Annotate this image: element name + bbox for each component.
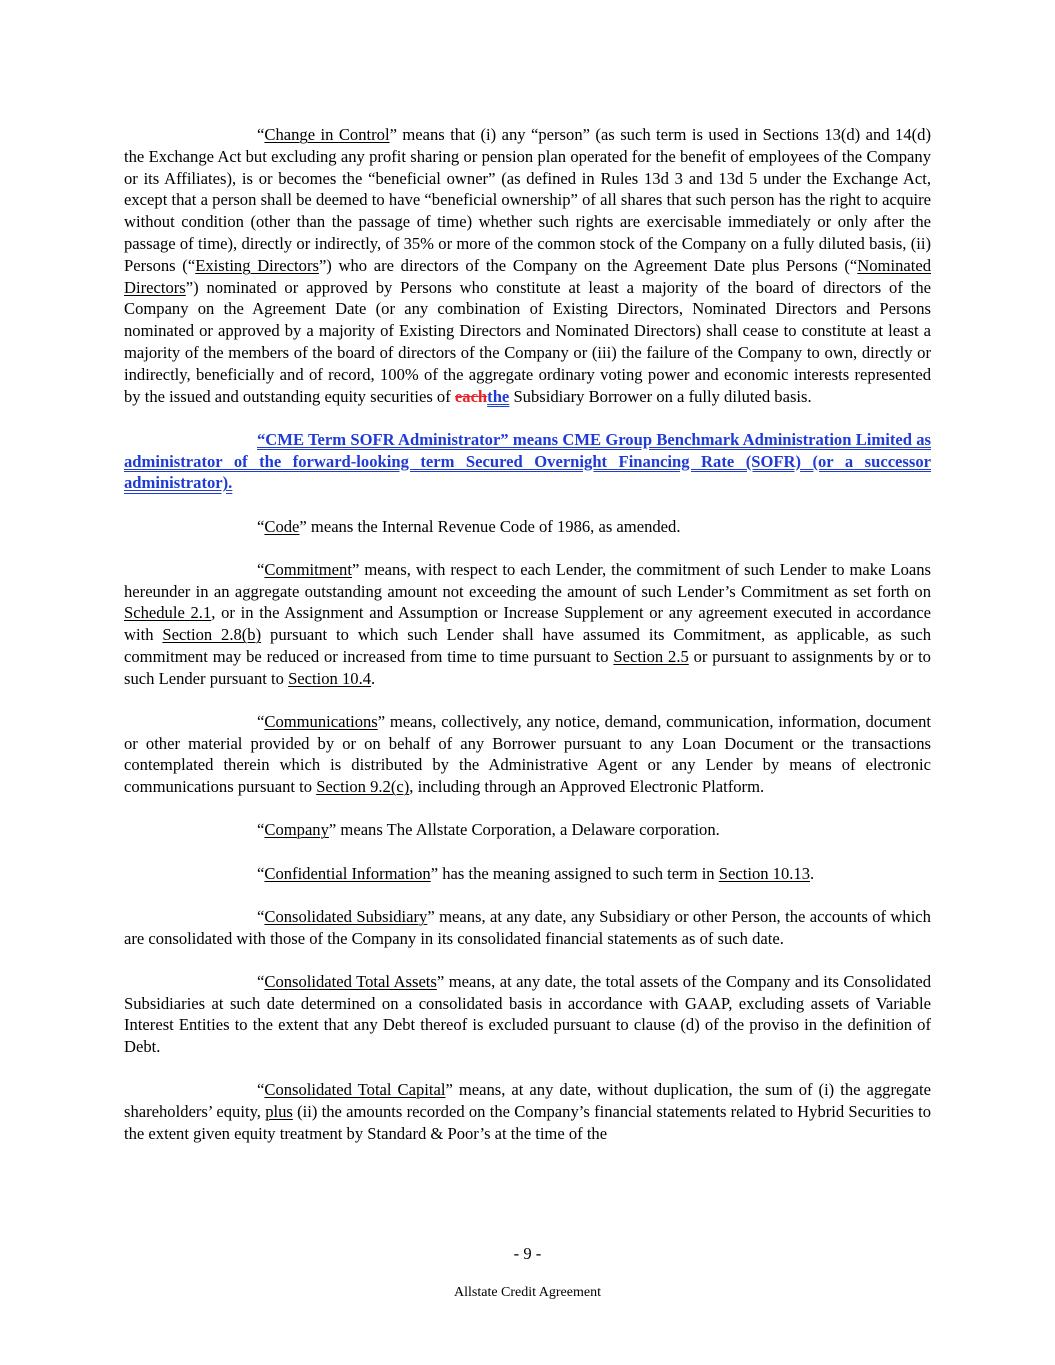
definition-text: . (810, 863, 815, 883)
cross-reference: Section 2.5 (613, 646, 689, 666)
definition-text: , including through an Approved Electronic Platform. (409, 777, 765, 797)
cross-reference: Schedule 2.1 (124, 603, 212, 623)
definition-consolidated-total-capital (124, 1079, 931, 1144)
quote-open: “ (257, 863, 265, 883)
definition-text: ” means, at any date, any Subsidiary or other Person, the accounts of which are consolidated with those of the Company in its consolidated financial statements as of such date. (124, 906, 931, 948)
definition-text: Subsidiary Borrower on a fully diluted basis. (509, 386, 812, 406)
definition-text: pursuant to which such Lender shall have assumed its Commitment, as applicable, as such commitment may be reduced or increased from time to time pursuant to (124, 625, 932, 666)
definition-code (124, 516, 931, 538)
quote-open: “ (257, 1080, 265, 1100)
defined-term: Company (264, 820, 329, 840)
definition-text: ” has the meaning assigned to such term in (430, 863, 719, 883)
definition-text: . (371, 668, 376, 688)
definition-communications (124, 711, 931, 798)
emphasized-word: plus (265, 1102, 293, 1122)
defined-term: Nominated Directors (124, 255, 931, 297)
page-number: - 9 - (513, 1244, 542, 1263)
defined-term: Change in Control (264, 125, 390, 144)
cross-reference: Section 2.8(b) (162, 625, 262, 645)
quote-open: “ (257, 711, 265, 731)
definition-text: ” means, at any date, without duplication, the sum of (i) the aggregate shareholders’ equity, (124, 1080, 931, 1122)
definition-consolidated-total-assets (124, 971, 931, 1058)
defined-term: Confidential Information (264, 863, 431, 883)
definition-text: (ii) the amounts recorded on the Company’s financial statements related to Hybrid Securities to the extent given equity treatment by Standard & Poor’s at the time of the (124, 1102, 931, 1143)
cross-reference: Section 10.4 (288, 668, 372, 688)
defined-term: Communications (264, 711, 378, 731)
definition-consolidated-subsidiary (124, 906, 931, 950)
defined-term: Existing Directors (195, 255, 319, 275)
definition-cme-term-sofr-administrator (124, 429, 931, 494)
definition-text: or pursuant to assignments by or to such Lender pursuant to (124, 646, 931, 688)
quote-open: “ (257, 125, 265, 144)
defined-term: Code (264, 516, 300, 536)
cross-reference: Section 9.2(c) (316, 777, 410, 797)
cross-reference: Section 10.13 (718, 863, 811, 883)
definition-confidential-information (124, 863, 931, 885)
definition-text: ” means the Internal Revenue Code of 1986, as amended. (299, 516, 681, 536)
defined-term: Consolidated Subsidiary (264, 906, 428, 926)
defined-term: Consolidated Total Assets (264, 971, 437, 991)
quote-open: “ (257, 820, 265, 840)
inserted-definition-text: “CME Term SOFR Administrator” means CME Group Benchmark Administration Limited as administrator of the forward-looking term Secured Overnight Financing Rate (SOFR) (or a successor administrator). (124, 429, 931, 493)
quote-open: “ (257, 971, 265, 991)
definition-commitment (124, 559, 931, 690)
definition-text: ”) nominated or approved by Persons who constitute at least a majority of the board of directors of the Company on the Agreement Date (or any combination of Existing Directors, Nominated Directors and Persons nominated or approved by a majority of Existing Directors and Nominated Directors) shall cease to constitute at least a majority of the members of the board of directors of the Company or (iii) the failure of the Company to own, directly or indirectly, beneficially and of record, 100% of the aggregate ordinary voting power and economic interests represented by the issued and outstanding equity securities of (124, 277, 931, 406)
quote-open: “ (257, 559, 265, 579)
document-page (124, 124, 931, 1145)
defined-term: Consolidated Total Capital (264, 1080, 446, 1100)
defined-term: Commitment (264, 559, 352, 579)
definition-text: ” means The Allstate Corporation, a Delaware corporation. (328, 820, 720, 840)
definition-company (124, 819, 931, 841)
quote-open: “ (257, 516, 265, 536)
definition-change-in-control (124, 124, 931, 407)
definition-text: ”) who are directors of the Company on the Agreement Date plus Persons (“ (318, 255, 858, 275)
definition-text: ” means, collectively, any notice, demand, communication, information, document or other material provided by or on behalf of any Borrower pursuant to any Loan Document or the transactions contemplated therein which is distributed by the Administrative Agent or any Lender by means of electronic communications pursuant to (124, 711, 931, 797)
definition-text: ” means, at any date, the total assets of the Company and its Consolidated Subsidiaries at such date determined on a consolidated basis in accordance with GAAP, excluding assets of Variable Interest Entities to the extent that any Debt thereof is excluded pursuant to clause (d) of the proviso in the definition of Debt. (124, 971, 931, 1057)
definition-text: ” means that (i) any “person” (as such term is used in Sections 13(d) and 14(d) the Exchange Act but excluding any profit sharing or pension plan operated for the benefit of employees of the Company or its Affiliates), is or becomes the “beneficial owner” (as defined in Rules 13d 3 and 13d 5 under the Exchange Act, except that a person shall be deemed to have “beneficial ownership” of all shares that such person has the right to acquire without condition (other than the passage of time) whether such rights are exercisable immediately or only after the passage of time), directly or indirectly, of 35% or more of the common stock of the Company on a fully diluted basis, (ii) Persons (“ (124, 125, 931, 275)
deleted-text: each (454, 386, 488, 406)
definition-text: ” means, with respect to each Lender, the commitment of such Lender to make Loans hereunder in an aggregate outstanding amount not exceeding the amount of such Lender’s Commitment as set forth on (124, 559, 931, 601)
inserted-text: the (487, 386, 510, 406)
quote-open: “ (257, 906, 265, 926)
definition-text: , or in the Assignment and Assumption or Increase Supplement or any agreement executed in accordance with (124, 603, 932, 645)
document-footer: Allstate Credit Agreement (454, 1285, 601, 1300)
